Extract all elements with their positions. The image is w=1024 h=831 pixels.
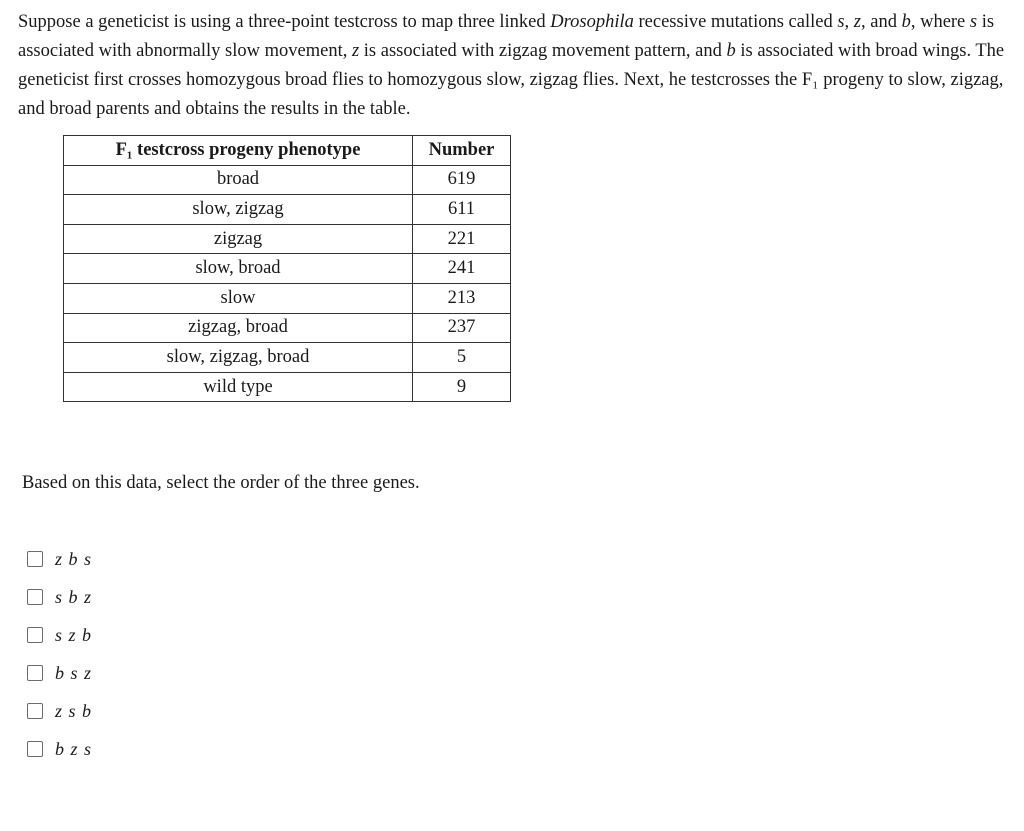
- option-bzs[interactable]: [27, 730, 92, 768]
- phenotype-cell: broad: [64, 165, 413, 195]
- table-row: [64, 372, 511, 402]
- table-header-row: [64, 136, 511, 166]
- answer-options: [27, 540, 92, 768]
- question-part: is associated with broad wings. The geneticist first crosses homozygous broad flies to homozygous slow, zigzag flies. Next, he testcrosses the F₁ progeny to slow, zigzag, and broad parents and obtains the results in the table.: [18, 41, 1005, 119]
- checkbox[interactable]: [27, 703, 43, 719]
- number-header: Number: [413, 136, 511, 166]
- option-label[interactable]: s z b: [55, 624, 93, 645]
- table-row: [64, 283, 511, 313]
- table-row: [64, 224, 511, 254]
- question-part: , where: [910, 12, 970, 32]
- question-part: ,: [844, 12, 854, 32]
- question-part: recessive mutations called: [633, 12, 838, 32]
- option-zsb[interactable]: [27, 692, 92, 730]
- checkbox[interactable]: [27, 589, 43, 605]
- checkbox[interactable]: [27, 551, 43, 567]
- checkbox[interactable]: [27, 741, 43, 757]
- number-cell: 619: [413, 165, 511, 195]
- phenotype-cell: slow, broad: [64, 254, 413, 284]
- question-part: is associated with abnormally slow movement,: [18, 12, 995, 61]
- checkbox[interactable]: [27, 665, 43, 681]
- number-cell: 5: [413, 343, 511, 373]
- number-cell: 611: [413, 195, 511, 225]
- question-text: [18, 8, 1008, 124]
- prompt-text: Based on this data, select the order of the three genes.: [22, 473, 420, 493]
- gene-symbol: z: [853, 12, 861, 32]
- testcross-table: [63, 135, 511, 402]
- number-cell: 237: [413, 313, 511, 343]
- option-bsz[interactable]: [27, 654, 92, 692]
- table-row: [64, 254, 511, 284]
- option-sbz[interactable]: [27, 578, 92, 616]
- phenotype-cell: zigzag: [64, 224, 413, 254]
- phenotype-cell: slow, zigzag, broad: [64, 343, 413, 373]
- option-label[interactable]: s b z: [55, 586, 93, 607]
- option-label[interactable]: b z s: [55, 738, 93, 759]
- phenotype-cell: zigzag, broad: [64, 313, 413, 343]
- species-name: Drosophila: [550, 12, 634, 32]
- table-row: [64, 165, 511, 195]
- option-label[interactable]: z s b: [55, 700, 93, 721]
- number-cell: 9: [413, 372, 511, 402]
- table-row: [64, 195, 511, 225]
- option-szb[interactable]: [27, 616, 92, 654]
- question-part: , and: [860, 12, 902, 32]
- phenotype-cell: wild type: [64, 372, 413, 402]
- question-part: is associated with zigzag movement pattern, and: [359, 41, 727, 61]
- question-part: Suppose a geneticist is using a three-point testcross to map three linked: [18, 12, 551, 32]
- gene-symbol: b: [726, 41, 736, 61]
- option-label[interactable]: z b s: [55, 548, 93, 569]
- gene-symbol: z: [351, 41, 360, 61]
- gene-symbol: s: [969, 12, 978, 32]
- number-cell: 221: [413, 224, 511, 254]
- number-cell: 213: [413, 283, 511, 313]
- phenotype-header: F₁ testcross progeny phenotype: [64, 136, 413, 166]
- phenotype-cell: slow: [64, 283, 413, 313]
- option-zbs[interactable]: [27, 540, 92, 578]
- table-row: [64, 313, 511, 343]
- gene-symbol: s: [837, 12, 845, 32]
- option-label[interactable]: b s z: [55, 662, 93, 683]
- checkbox[interactable]: [27, 627, 43, 643]
- phenotype-cell: slow, zigzag: [64, 195, 413, 225]
- table-row: [64, 343, 511, 373]
- gene-symbol: b: [901, 12, 911, 32]
- number-cell: 241: [413, 254, 511, 284]
